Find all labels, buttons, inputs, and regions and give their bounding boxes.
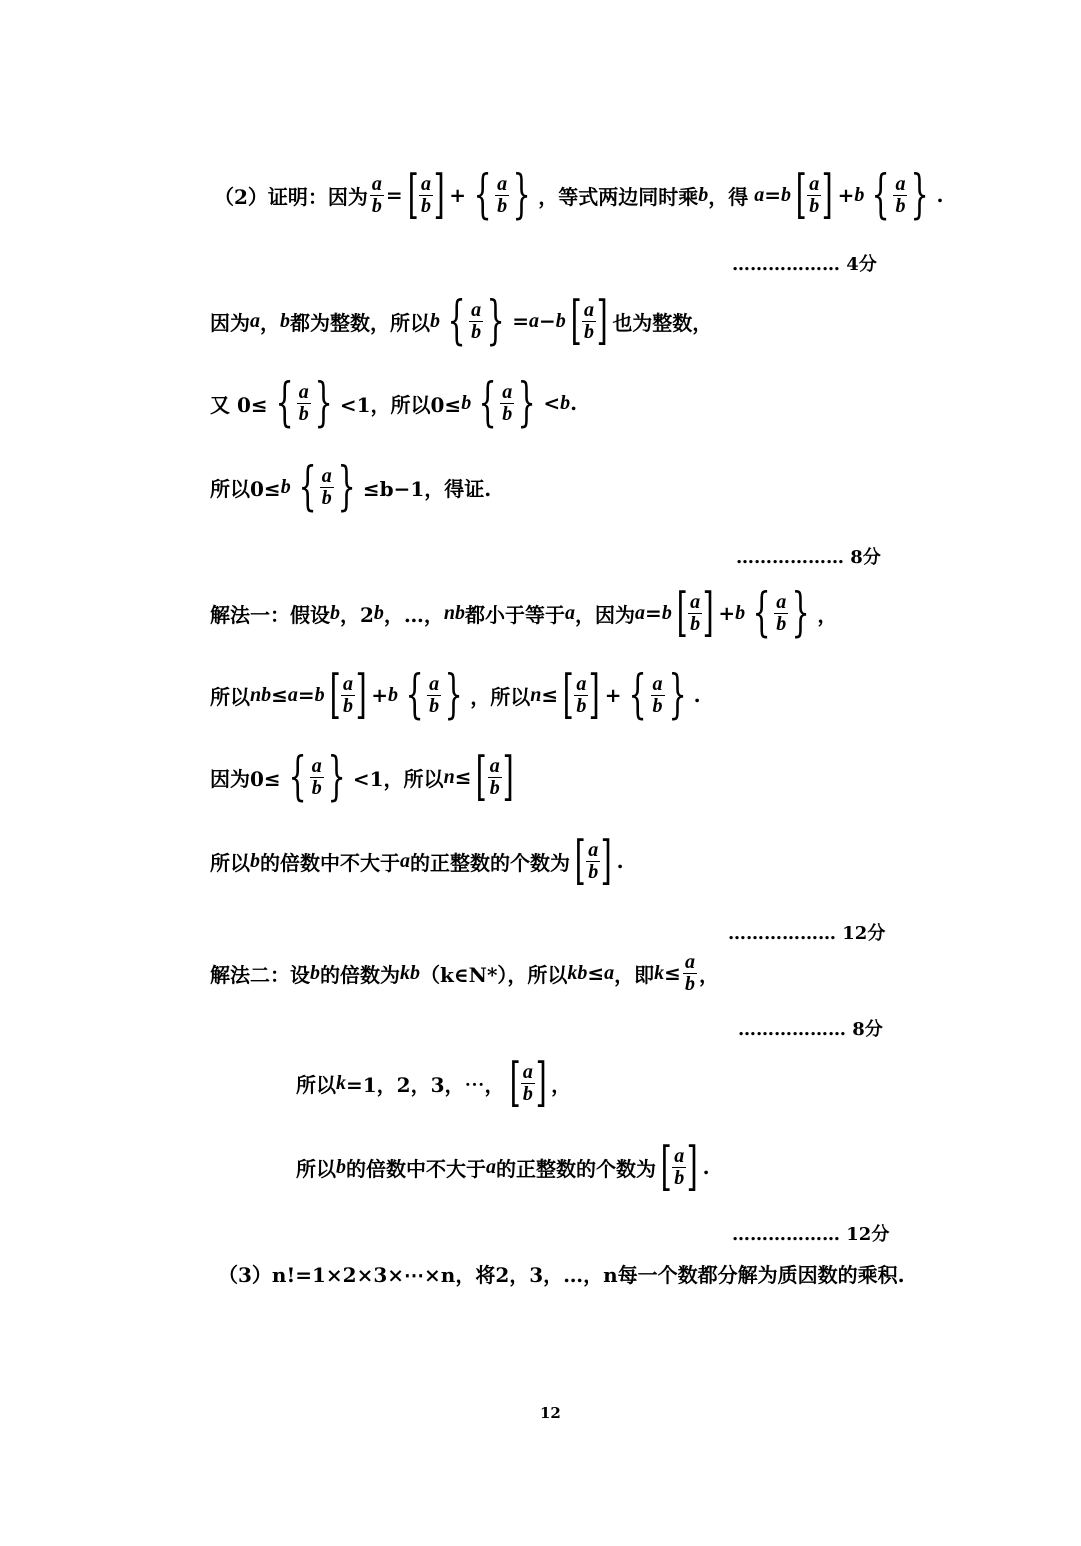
fraction-a-over-b: $\frac{a}{b}$ xyxy=(684,950,695,995)
method2-line-2: 所以 k =1，2，3，⋯， [ $\frac{a}{b}$ ] ， xyxy=(296,1053,572,1113)
text: 因为0≤ xyxy=(210,766,281,791)
floor-bracket: [ $\frac{a}{b}$ ] xyxy=(660,1137,699,1197)
text: 的正整数的个数为 xyxy=(410,850,570,875)
text: 都小于等于 xyxy=(465,602,566,627)
floor-bracket: [ $\frac{a}{b}$ ] xyxy=(676,583,714,643)
method1-line-4: 所以 b 的倍数中不大于 a 的正整数的个数为 [ $\frac{a}{b}$ ] . xyxy=(210,831,624,891)
floor-bracket: [ $\frac{a}{b}$ ] xyxy=(407,165,445,225)
method1-line-1: 解法一：假设 b ，2 b ，…， nb 都小于等于 a ，因为 a = b [ $\frac{a}{b}$ ] + b { $\frac{a}{b}$ } ， xyxy=(210,583,838,643)
frac-part-brace: { $\frac{a}{b}$ } xyxy=(447,291,505,351)
text: ，得 xyxy=(708,184,749,209)
score-mark: ……………… 8分 xyxy=(738,1019,883,1040)
frac-part-brace: { $\frac{a}{b}$ } xyxy=(298,457,356,517)
text: ，因为 xyxy=(575,602,636,627)
text: 的倍数中不大于 xyxy=(260,850,400,875)
proof-line-3: 又 0≤ { $\frac{a}{b}$ } <1，所以0≤ b { $\frac{a}{b}$ } < b . xyxy=(210,373,578,433)
text: <1，所以 xyxy=(352,766,444,791)
score-mark: ……………… 8分 xyxy=(736,547,881,568)
text: =1，2，3，⋯， xyxy=(346,1072,505,1097)
floor-bracket: [ $\frac{a}{b}$ ] xyxy=(570,291,608,351)
text: ，即 xyxy=(614,962,655,987)
frac-part-brace: { $\frac{a}{b}$ } xyxy=(405,665,463,725)
proof-line-4: 所以0≤ b { $\frac{a}{b}$ } ≤b−1，得证. xyxy=(210,457,492,517)
text: 解法二：设 xyxy=(210,962,310,987)
text: 所以 xyxy=(210,684,250,709)
frac-part-brace: { $\frac{a}{b}$ } xyxy=(871,165,930,225)
text: 的正整数的个数为 xyxy=(496,1156,656,1181)
text: 所以0≤ xyxy=(210,476,281,501)
text: （3）n!=1×2×3×⋯×n，将2，3，…，n每一个数都分解为质因数的乘积. xyxy=(218,1262,905,1287)
fraction-a-over-b: $\frac{a}{b}$ xyxy=(371,172,382,217)
proof-line-1: （2）证明：因为 $\frac{a}{b}$ = [ $\frac{a}{b}$ ] + { $\frac{a}{b}$ } ，等式两边同时乘 b ，得 a = b [ $\frac{a}{b}$ ] + b { $\frac{a}{b}$ } . xyxy=(214,165,944,225)
page-number: 12 xyxy=(540,1404,561,1422)
text: ，等式两边同时乘 xyxy=(538,184,699,209)
text: 所以 xyxy=(296,1156,336,1181)
floor-bracket: [ $\frac{a}{b}$ ] xyxy=(476,747,514,807)
text: 都为整数，所以 xyxy=(290,310,430,335)
frac-part-brace: { $\frac{a}{b}$ } xyxy=(275,373,333,433)
text: 的倍数中不大于 xyxy=(346,1156,486,1181)
frac-part-brace: { $\frac{a}{b}$ } xyxy=(752,583,810,643)
method2-line-3: 所以 b 的倍数中不大于 a 的正整数的个数为 [ $\frac{a}{b}$ ] . xyxy=(296,1137,710,1197)
text: 又 0≤ xyxy=(210,392,268,417)
frac-part-brace: { $\frac{a}{b}$ } xyxy=(288,747,346,807)
text: ，所以 xyxy=(470,684,531,709)
method2-line-1: 解法二：设 b 的倍数为 kb （k∈N*），所以 kb ≤ a ，即 k ≤ $\frac{a}{b}$ ， xyxy=(210,950,719,995)
floor-bracket: [ $\frac{a}{b}$ ] xyxy=(329,665,367,725)
score-mark: ……………… 12分 xyxy=(728,923,886,944)
score-mark: ……………… 12分 xyxy=(732,1224,890,1245)
frac-part-brace: { $\frac{a}{b}$ } xyxy=(628,665,687,725)
text: （k∈N*），所以 xyxy=(420,962,568,987)
part3-line xyxy=(218,1238,905,1308)
text: ≤b−1，得证. xyxy=(362,476,492,501)
method1-line-3: 因为0≤ { $\frac{a}{b}$ } <1，所以 n ≤ [ $\frac{a}{b}$ ] xyxy=(210,742,518,812)
text: 解法一：假设 xyxy=(210,602,330,627)
proof-line-2: 因为 a ， b 都为整数，所以 b { $\frac{a}{b}$ } = a − b [ $\frac{a}{b}$ ] 也为整数， xyxy=(210,291,713,351)
floor-bracket: [ $\frac{a}{b}$ ] xyxy=(509,1053,547,1113)
text: <1，所以0≤ xyxy=(339,392,462,417)
text: 所以 xyxy=(210,850,250,875)
method1-line-2: 所以 nb ≤ a = b [ $\frac{a}{b}$ ] + b { $\frac{a}{b}$ } ，所以 n ≤ [ $\frac{a}{b}$ ] + { $\frac{a}{b}$ } . xyxy=(210,665,701,725)
floor-bracket: [ $\frac{a}{b}$ ] xyxy=(795,165,834,225)
frac-part-brace: { $\frac{a}{b}$ } xyxy=(478,373,536,433)
floor-bracket: [ $\frac{a}{b}$ ] xyxy=(574,831,613,891)
text: 也为整数， xyxy=(612,310,713,335)
text: （2）证明：因为 xyxy=(214,184,368,209)
text: 因为 xyxy=(210,310,250,335)
text: 所以 xyxy=(296,1072,336,1097)
score-mark: ……………… 4分 xyxy=(732,254,877,275)
frac-part-brace: { $\frac{a}{b}$ } xyxy=(473,165,531,225)
text: 的倍数为 xyxy=(320,962,400,987)
floor-bracket: [ $\frac{a}{b}$ ] xyxy=(562,665,601,725)
